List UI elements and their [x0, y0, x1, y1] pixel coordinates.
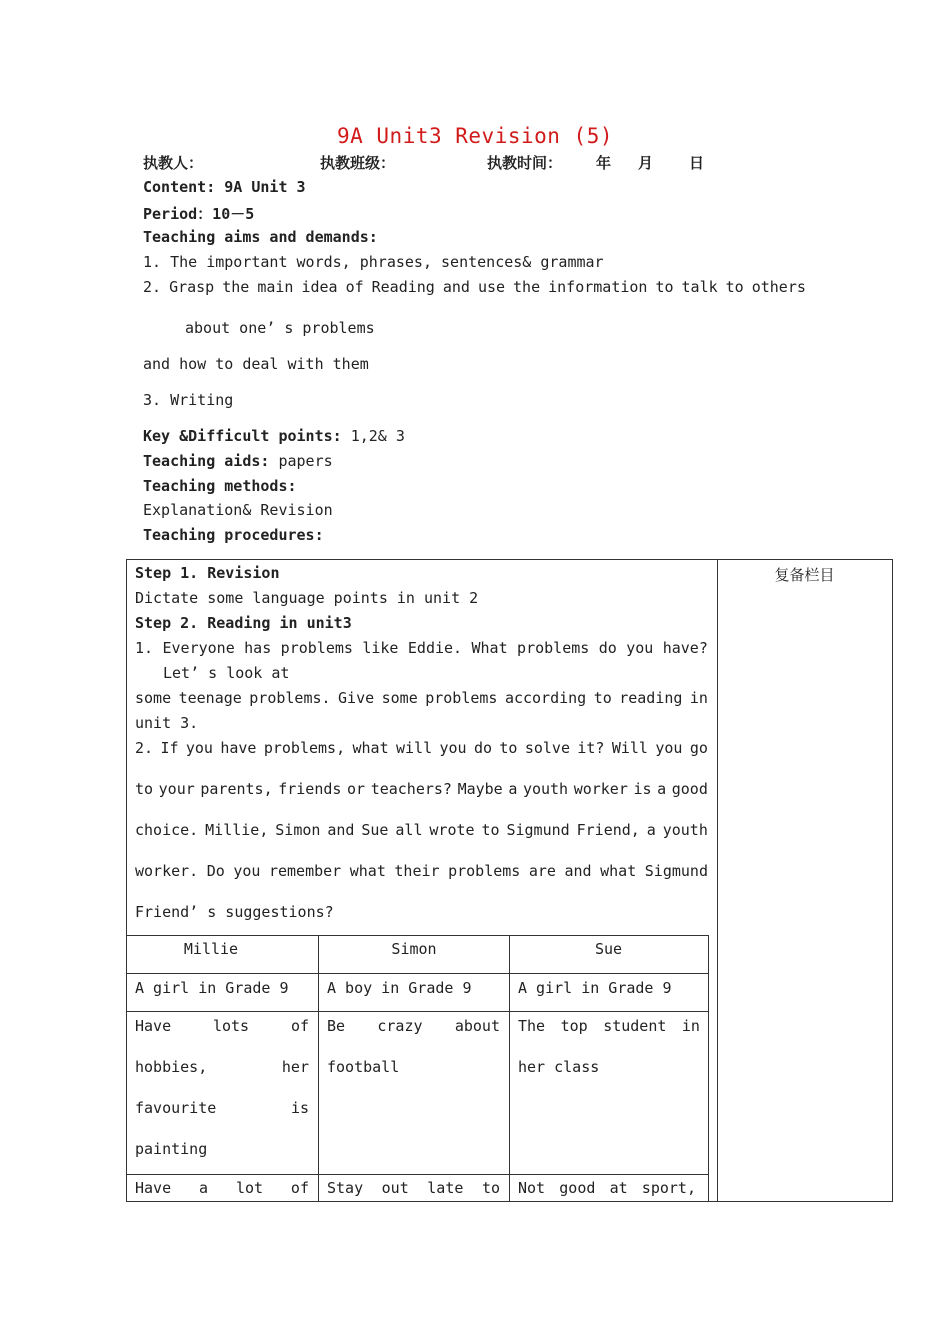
word: to — [655, 278, 674, 296]
word: it? — [577, 739, 605, 757]
key-points-line — [143, 427, 405, 445]
word: some — [381, 689, 418, 707]
word: youth — [522, 780, 569, 798]
step2-p2-line4 — [135, 862, 708, 880]
table-cell-sue-hobby-line1 — [518, 1017, 700, 1035]
word: a — [657, 780, 667, 798]
word: painting — [135, 1140, 208, 1158]
word: 1. — [135, 639, 154, 657]
step2-p2-line1 — [135, 739, 708, 757]
word: wrote — [429, 821, 475, 839]
table-cell-millie-hobby-line3 — [135, 1099, 309, 1117]
word: 2. — [143, 278, 162, 296]
word: of — [345, 278, 364, 296]
word: according — [504, 689, 587, 707]
word: to — [481, 821, 500, 839]
word: worker. — [135, 862, 199, 880]
table-border-top — [126, 935, 708, 936]
table-header-simon: Simon — [391, 940, 437, 958]
word: teachers? — [370, 780, 452, 798]
procedures-label: Teaching procedures: — [143, 526, 324, 544]
table-cell-simon-problem — [327, 1179, 500, 1197]
word: parents, — [200, 780, 273, 798]
word: Simon — [275, 821, 321, 839]
word: about — [454, 1017, 500, 1035]
word: have — [220, 739, 257, 757]
table-cell-millie-hobby-line2 — [135, 1058, 309, 1076]
step1-heading: Step 1. Revision — [135, 564, 280, 582]
word: information — [548, 278, 648, 296]
word: has — [244, 639, 272, 657]
word: and — [327, 821, 355, 839]
table-cell-millie-grade: A girl in Grade 9 — [135, 979, 289, 997]
table-cell-simon-grade: A boy in Grade 9 — [327, 979, 472, 997]
word: main — [257, 278, 294, 296]
aids-line — [143, 452, 333, 470]
word: of — [290, 1017, 309, 1035]
word: a — [508, 780, 518, 798]
word: Have — [135, 1179, 172, 1197]
word: problems — [280, 639, 353, 657]
key-points-value: 1,2& 3 — [341, 427, 405, 445]
word: and — [442, 278, 470, 296]
word: Friend, — [576, 821, 640, 839]
aims-heading: Teaching aims and demands: — [143, 228, 378, 246]
table-cell-sue-hobby-line2 — [518, 1058, 700, 1076]
word: your — [158, 780, 195, 798]
word: others — [751, 278, 806, 296]
class-label: 执教班级： — [320, 154, 396, 172]
word: her class — [518, 1058, 600, 1076]
side-column-title: 复备栏目 — [774, 566, 835, 584]
word: her — [281, 1058, 309, 1076]
word: out — [381, 1179, 409, 1197]
word: Do — [206, 862, 225, 880]
word: lot — [235, 1179, 264, 1197]
word: Sigmund — [506, 821, 570, 839]
table-row-divider — [126, 973, 708, 974]
word: of — [290, 1179, 309, 1197]
word: you — [233, 862, 261, 880]
word: lots — [212, 1017, 250, 1035]
methods-label: Teaching methods: — [143, 477, 297, 495]
word: a — [199, 1179, 209, 1197]
word: idea — [301, 278, 338, 296]
day-label: 日 — [689, 154, 705, 172]
word: are — [528, 862, 556, 880]
word: Be — [327, 1017, 346, 1035]
table-cell-sue-problem — [518, 1179, 696, 1197]
word: at — [609, 1179, 628, 1197]
step2-p2-line2 — [135, 780, 708, 798]
word: in — [689, 689, 708, 707]
word: to — [593, 689, 612, 707]
word: The — [518, 1017, 546, 1035]
word: friends — [278, 780, 342, 798]
table-col-divider — [708, 935, 709, 1201]
word: a — [646, 821, 656, 839]
step1-text: Dictate some language points in unit 2 — [135, 589, 479, 607]
word: hobbies, — [135, 1058, 208, 1076]
word: talk — [681, 278, 718, 296]
word: and — [564, 862, 592, 880]
word: to — [481, 1179, 500, 1197]
table-col-divider — [318, 935, 319, 1201]
time-label: 执教时间： — [487, 154, 563, 172]
word: Give — [338, 689, 375, 707]
word: youth — [662, 821, 708, 839]
aim-item-2 — [143, 278, 806, 296]
aim-item-1: 1. The important words, phrases, sentences& grammar — [143, 253, 604, 271]
table-cell-sue-grade: A girl in Grade 9 — [518, 979, 672, 997]
word: problems — [448, 862, 521, 880]
word: all — [395, 821, 423, 839]
word: student — [603, 1017, 667, 1035]
table-row-divider — [126, 1011, 708, 1012]
word: Millie, — [205, 821, 269, 839]
word: what — [600, 862, 637, 880]
word: crazy — [377, 1017, 423, 1035]
word: problems — [425, 689, 498, 707]
side-column-divider — [717, 559, 718, 1201]
aim-item-2-cont1: about one’ s problems — [185, 319, 375, 337]
table-header-millie: Millie — [183, 940, 239, 958]
table-col-divider — [126, 935, 127, 1201]
word: Everyone — [162, 639, 235, 657]
word: some — [135, 689, 172, 707]
table-col-divider — [509, 935, 510, 1201]
word: go — [689, 739, 708, 757]
word: you — [655, 739, 683, 757]
word: Stay — [327, 1179, 364, 1197]
word: you — [439, 739, 467, 757]
word: their — [394, 862, 440, 880]
step2-p1-line2: Let’ s look at — [163, 664, 290, 682]
word: to — [725, 278, 744, 296]
word: what — [352, 739, 389, 757]
key-points-label: Key &Difficult points: — [143, 427, 342, 445]
aids-value: papers — [269, 452, 333, 470]
content-line: Content: 9A Unit 3 — [143, 178, 306, 196]
word: what — [349, 862, 386, 880]
word: choice. — [135, 821, 199, 839]
word: favourite — [135, 1099, 217, 1117]
word: solve — [524, 739, 570, 757]
word: late — [427, 1179, 464, 1197]
aim-item-2-cont2: and how to deal with them — [143, 355, 369, 373]
month-label: 月 — [638, 154, 654, 172]
word: the — [222, 278, 250, 296]
step2-heading: Step 2. Reading in unit3 — [135, 614, 352, 632]
table-row-divider — [126, 1174, 708, 1175]
page-title: 9A Unit3 Revision (5) — [336, 124, 613, 148]
word: do — [473, 739, 493, 757]
table-cell-millie-problem — [135, 1179, 309, 1197]
word: Reading — [371, 278, 435, 296]
table-cell-simon-hobby-line1 — [327, 1017, 500, 1035]
word: in — [681, 1017, 700, 1035]
word: Sue — [361, 821, 389, 839]
word: teenage — [178, 689, 242, 707]
aids-label: Teaching aids: — [143, 452, 270, 470]
word: Eddie. — [407, 639, 463, 657]
methods-value: Explanation& Revision — [143, 501, 333, 519]
word: problems, — [263, 739, 346, 757]
word: If — [160, 739, 179, 757]
word: is — [290, 1099, 309, 1117]
word: top — [560, 1017, 588, 1035]
table-header-sue: Sue — [594, 940, 623, 958]
word: use — [477, 278, 506, 296]
step2-p1-line1 — [135, 639, 708, 657]
table-cell-millie-hobby-line1 — [135, 1017, 309, 1035]
word: to — [499, 739, 518, 757]
word: reading — [619, 689, 683, 707]
word: Sigmund — [644, 862, 708, 880]
word: problems — [517, 639, 590, 657]
word: Have — [135, 1017, 172, 1035]
table-cell-millie-hobby-line4 — [135, 1140, 309, 1158]
step2-p2-line5: Friend’ s suggestions? — [135, 903, 334, 921]
teacher-label: 执教人： — [143, 154, 204, 172]
word: Not — [518, 1179, 546, 1197]
period-line: Period：10－5 — [143, 205, 255, 223]
word: to — [135, 780, 154, 798]
word: Will — [611, 739, 648, 757]
word: 2. — [135, 739, 154, 757]
word: worker — [573, 780, 628, 798]
word: is — [633, 780, 652, 798]
word: Maybe — [457, 780, 503, 798]
word: Grasp — [169, 278, 215, 296]
word: will — [396, 739, 433, 757]
word: remember — [268, 862, 342, 880]
word: you — [185, 739, 213, 757]
word: you — [626, 639, 654, 657]
table-cell-simon-hobby-line2 — [327, 1058, 500, 1076]
year-label: 年 — [596, 154, 612, 172]
word: football — [327, 1058, 400, 1076]
word: do — [598, 639, 617, 657]
word: like — [362, 639, 399, 657]
word: or — [347, 780, 366, 798]
word: good — [671, 780, 708, 798]
step2-p2-line3 — [135, 821, 708, 839]
step2-p1-line3 — [135, 689, 708, 707]
word: good — [559, 1179, 596, 1197]
aim-item-3: 3. Writing — [143, 391, 234, 409]
word: the — [513, 278, 541, 296]
word: sport, — [641, 1179, 696, 1197]
word: have? — [662, 639, 708, 657]
word: problems. — [249, 689, 331, 707]
step2-p1-line4: unit 3. — [135, 714, 199, 732]
word: What — [471, 639, 508, 657]
